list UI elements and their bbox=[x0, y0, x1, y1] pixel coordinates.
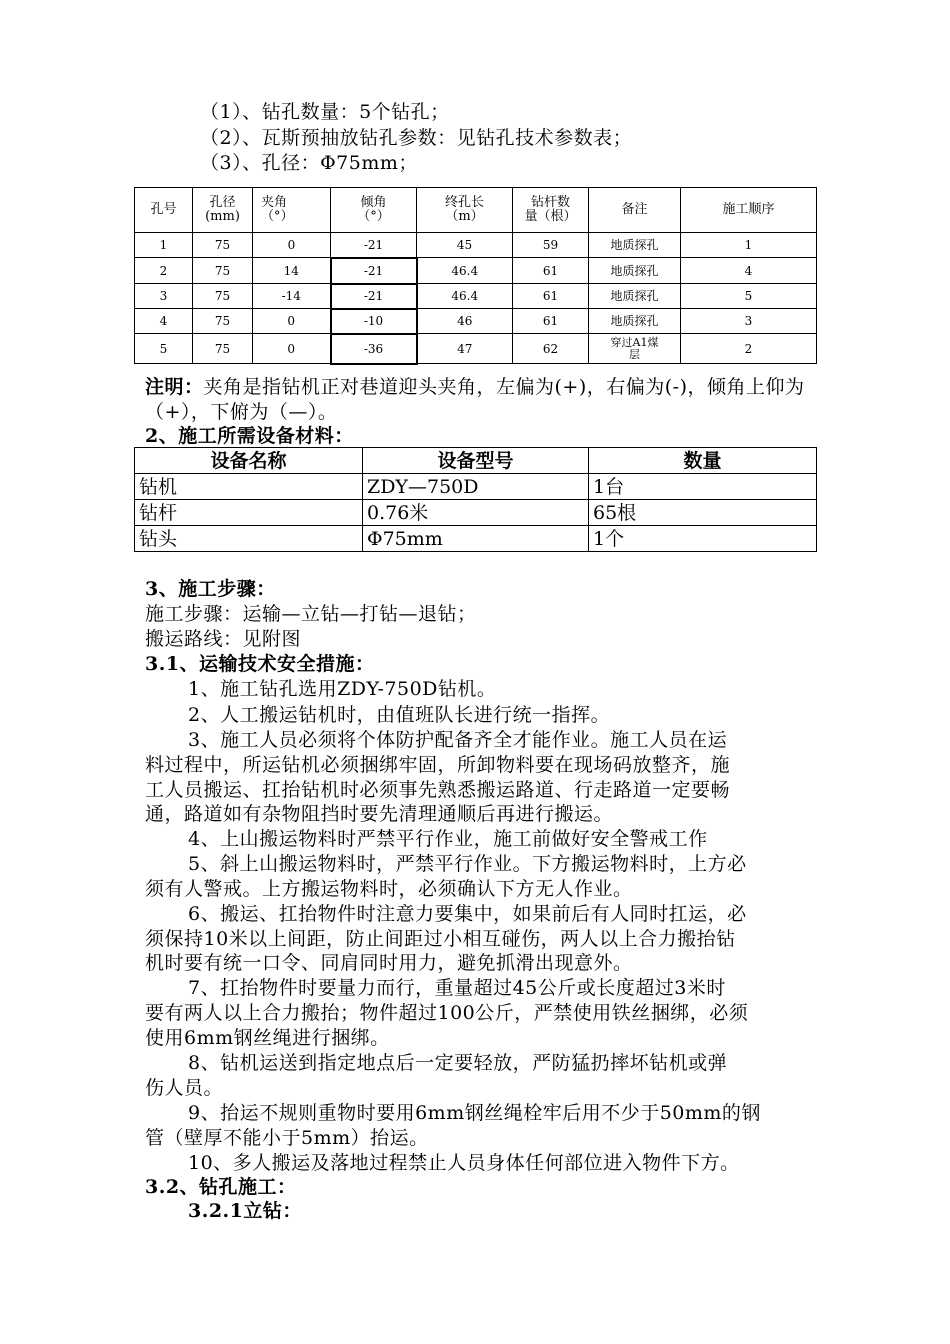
cell-dia: 75 bbox=[193, 258, 253, 284]
cell-model: 0.76米 bbox=[363, 500, 589, 526]
cell-length: 45 bbox=[417, 233, 513, 258]
cell-order: 3 bbox=[681, 309, 817, 334]
cell-rods: 59 bbox=[513, 233, 589, 258]
section-3-line: 施工步骤：运输—立钻—打钻—退钻； bbox=[145, 603, 477, 625]
header-length: 终孔长 （m） bbox=[417, 188, 513, 233]
cell-qty: 1个 bbox=[589, 526, 817, 552]
table-row bbox=[135, 526, 817, 552]
header-rods: 钻杆数 量（根） bbox=[513, 188, 589, 233]
cell-tilt: -21 bbox=[331, 258, 417, 284]
paragraph-line: 8、钻机运送到指定地点后一定要轻放，严防猛扔摔坏钻机或弹 bbox=[188, 1052, 728, 1074]
cell-order: 1 bbox=[681, 233, 817, 258]
section-3-title: 3、施工步骤： bbox=[145, 578, 276, 600]
cell-rods: 61 bbox=[513, 258, 589, 284]
cell-angle: -14 bbox=[253, 284, 331, 309]
paragraph-line: 通，路道如有杂物阻挡时要先清理通顺后再进行搬运。 bbox=[145, 803, 614, 825]
section-3-2-title: 3.2、钻孔施工： bbox=[145, 1176, 297, 1198]
paragraph-line: 工人员搬运、扛抬钻机时必须事先熟悉搬运路道、行走路道一定要畅 bbox=[145, 779, 731, 801]
paragraph-line: 2、人工搬运钻机时，由值班队长进行统一指挥。 bbox=[188, 704, 611, 726]
cell-rods: 61 bbox=[513, 309, 589, 334]
cell-length: 46.4 bbox=[417, 284, 513, 309]
note-line-1 bbox=[145, 374, 805, 400]
cell-length: 46 bbox=[417, 309, 513, 334]
paragraph-line: 4、上山搬运物料时严禁平行作业，施工前做好安全警戒工作 bbox=[188, 828, 708, 850]
header-order: 施工顺序 bbox=[681, 188, 817, 233]
cell-dia: 75 bbox=[193, 309, 253, 334]
cell-dia: 75 bbox=[193, 284, 253, 309]
cell-length: 47 bbox=[417, 334, 513, 364]
header-equipment-model: 设备型号 bbox=[363, 448, 589, 474]
paragraph-line: 5、斜上山搬运物料时，严禁平行作业。下方搬运物料时，上方必 bbox=[188, 853, 747, 875]
paragraph-line: 10、多人搬运及落地过程禁止人员身体任何部位进入物件下方。 bbox=[188, 1152, 740, 1174]
cell-rods: 61 bbox=[513, 284, 589, 309]
paragraph-line: 料过程中，所运钻机必须捆绑牢固，所卸物料要在现场码放整齐，施 bbox=[145, 754, 731, 776]
header-tilt: 倾角 （°） bbox=[331, 188, 417, 233]
paragraph-line: 伤人员。 bbox=[145, 1077, 224, 1099]
header-dia: 孔径 (mm) bbox=[193, 188, 253, 233]
table-row bbox=[135, 309, 817, 334]
cell-no: 1 bbox=[135, 233, 193, 258]
intro-line-2: （2）、瓦斯预抽放钻孔参数：见钻孔技术参数表； bbox=[200, 127, 633, 149]
section-2-title: 2、施工所需设备材料： bbox=[145, 425, 354, 447]
cell-note: 地质探孔 bbox=[589, 309, 681, 334]
cell-name: 钻杆 bbox=[135, 500, 363, 526]
cell-note: 地质探孔 bbox=[589, 233, 681, 258]
cell-order: 5 bbox=[681, 284, 817, 309]
section-3-line: 搬运路线：见附图 bbox=[145, 628, 302, 650]
table-row bbox=[135, 258, 817, 284]
header-equipment-qty: 数量 bbox=[589, 448, 817, 474]
paragraph-line: 7、扛抬物件时要量力而行，重量超过45公斤或长度超过3米时 bbox=[188, 977, 726, 999]
header-no: 孔号 bbox=[135, 188, 193, 233]
paragraph-line: 9、抬运不规则重物时要用6mm钢丝绳栓牢后用不少于50mm的钢 bbox=[188, 1102, 761, 1124]
cell-angle: 0 bbox=[253, 309, 331, 334]
paragraph-line: 6、搬运、扛抬物件时注意力要集中，如果前后有人同时扛运，必 bbox=[188, 903, 747, 925]
header-equipment-name: 设备名称 bbox=[135, 448, 363, 474]
cell-name: 钻头 bbox=[135, 526, 363, 552]
cell-qty: 1台 bbox=[589, 474, 817, 500]
cell-dia: 75 bbox=[193, 233, 253, 258]
cell-name: 钻机 bbox=[135, 474, 363, 500]
paragraph-line: 须有人警戒。上方搬运物料时，必须确认下方无人作业。 bbox=[145, 878, 633, 900]
drill-parameter-table bbox=[134, 187, 817, 365]
header-note: 备注 bbox=[589, 188, 681, 233]
cell-tilt: -21 bbox=[331, 284, 417, 309]
cell-model: Φ75mm bbox=[363, 526, 589, 552]
cell-tilt: -21 bbox=[331, 233, 417, 258]
intro-line-3: （3）、孔径：Φ75mm； bbox=[200, 152, 418, 174]
cell-length: 46.4 bbox=[417, 258, 513, 284]
cell-tilt: -10 bbox=[331, 309, 417, 334]
cell-model: ZDY—750D bbox=[363, 474, 589, 500]
table-row bbox=[135, 284, 817, 309]
section-3-1-title: 3.1、运输技术安全措施： bbox=[145, 653, 375, 675]
paragraph-line: 要有两人以上合力搬抬；物件超过100公斤，严禁使用铁丝捆绑，必须 bbox=[145, 1002, 749, 1024]
table-header-row bbox=[135, 448, 817, 474]
cell-no: 4 bbox=[135, 309, 193, 334]
cell-note: 穿过A1煤 层 bbox=[589, 334, 681, 364]
section-3-2-1-title: 3.2.1立钻： bbox=[188, 1200, 302, 1222]
cell-no: 3 bbox=[135, 284, 193, 309]
cell-note: 地质探孔 bbox=[589, 258, 681, 284]
cell-rods: 62 bbox=[513, 334, 589, 364]
paragraph-line: 管（壁厚不能小于5mm）抬运。 bbox=[145, 1127, 429, 1149]
cell-no: 5 bbox=[135, 334, 193, 364]
header-angle: 夹角 （°） bbox=[253, 188, 331, 233]
note-label: 注明： bbox=[145, 376, 204, 398]
table-row bbox=[135, 233, 817, 258]
cell-angle: 0 bbox=[253, 233, 331, 258]
paragraph-line: 须保持10米以上间距，防止间距过小相互碰伤，两人以上合力搬抬钻 bbox=[145, 928, 736, 950]
note-text: 夹角是指钻机正对巷道迎头夹角，左偏为(+)，右偏为(-)，倾角上仰为 bbox=[203, 376, 805, 398]
cell-angle: 0 bbox=[253, 334, 331, 364]
paragraph-line: 机时要有统一口令、同肩同时用力，避免抓滑出现意外。 bbox=[145, 952, 633, 974]
cell-tilt: -36 bbox=[331, 334, 417, 364]
table-header-row bbox=[135, 188, 817, 233]
intro-line-1: （1）、钻孔数量：5个钻孔； bbox=[200, 101, 450, 123]
table-row bbox=[135, 500, 817, 526]
table-row bbox=[135, 474, 817, 500]
cell-qty: 65根 bbox=[589, 500, 817, 526]
paragraph-line: 1、施工钻孔选用ZDY-750D钻机。 bbox=[188, 678, 497, 700]
cell-dia: 75 bbox=[193, 334, 253, 364]
table-row bbox=[135, 334, 817, 364]
paragraph-line: 使用6mm钢丝绳进行捆绑。 bbox=[145, 1027, 390, 1049]
note-line-2: （+），下俯为（—）。 bbox=[145, 401, 338, 423]
paragraph-line: 3、施工人员必须将个体防护配备齐全才能作业。施工人员在运 bbox=[188, 729, 728, 751]
equipment-table bbox=[134, 447, 817, 552]
cell-no: 2 bbox=[135, 258, 193, 284]
cell-note: 地质探孔 bbox=[589, 284, 681, 309]
cell-angle: 14 bbox=[253, 258, 331, 284]
cell-order: 2 bbox=[681, 334, 817, 364]
cell-order: 4 bbox=[681, 258, 817, 284]
